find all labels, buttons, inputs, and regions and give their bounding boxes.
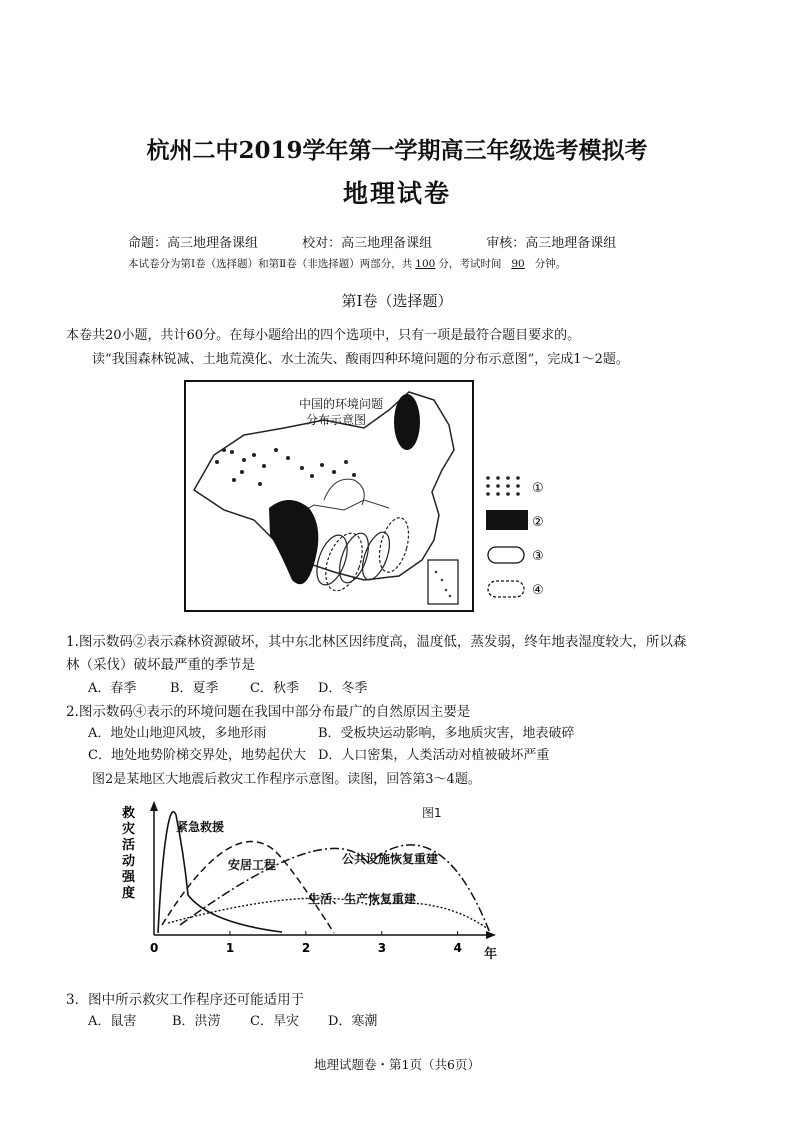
q3-option-a[interactable]: A．鼠害	[88, 1014, 137, 1029]
q2-option-c[interactable]: C．地处地势阶梯交界处，地势起伏大	[88, 748, 306, 763]
y-label-char: 动	[122, 854, 136, 869]
read-instruction-2: 图2是某地区大地震后救灾工作程序示意图。读图，回答第3～4题。	[92, 772, 481, 787]
review-credit: 审核：高三地理备课组	[486, 236, 617, 251]
map-title-line1: 中国的环境问题	[299, 397, 384, 411]
read-instruction-1: 读“我国森林锐减、土地荒漠化、水土流失、酸雨四种环境问题的分布示意图”，完成1～2题。	[92, 352, 629, 367]
series-housing-project	[162, 842, 334, 933]
chart-y-label	[121, 805, 136, 901]
exam-time: 90	[511, 258, 525, 270]
environment-map	[184, 380, 474, 612]
legend-swatch-solid	[486, 510, 528, 530]
south-sea-inset	[428, 560, 458, 604]
q3-option-d[interactable]: D．寒潮	[328, 1014, 378, 1029]
y-label-char: 活	[122, 838, 136, 853]
exam-subtitle: 地理试卷	[342, 179, 451, 208]
series-label-emergency: 紧急救援	[176, 820, 225, 834]
exam-instructions	[128, 256, 566, 271]
x-axis-arrow	[486, 931, 496, 939]
legend-label-2: ②	[532, 515, 544, 530]
legend-swatch-dashed	[488, 581, 524, 597]
series-label-public: 公共设施恢复重建	[342, 852, 439, 866]
map-title-line2: 分布示意图	[306, 413, 367, 427]
proof-credit: 校对：高三地理备课组	[302, 236, 433, 251]
instr-text-3: 分钟。	[534, 258, 567, 270]
y-label-char: 强	[122, 870, 136, 885]
x-tick-label: 3	[377, 941, 387, 955]
instr-text-1: 本试卷分为第Ⅰ卷（选择题）和第Ⅱ卷（非选择题）两部分，共	[128, 258, 413, 270]
staff-line	[128, 232, 616, 251]
legend-swatch-outline	[488, 547, 524, 563]
question-3-stem: 3．图中所示救灾工作程序还可能适用于	[66, 992, 305, 1008]
map-legend	[480, 470, 560, 600]
legend-swatch-dots	[486, 476, 520, 496]
series-label-life: 生活、生产恢复重建	[308, 892, 417, 906]
author-credit: 命题：高三地理备课组	[128, 236, 259, 251]
y-label-char: 救	[122, 806, 136, 821]
y-label-char: 度	[122, 886, 136, 901]
series-label-housing: 安居工程	[228, 858, 277, 872]
question-2-stem: 2.图示数码④表示的环境问题在我国中部分布最广的自然原因主要是	[66, 704, 471, 720]
instr-text-2: 分，考试时间	[438, 258, 502, 270]
x-axis-label: 年	[484, 947, 498, 962]
q3-option-c[interactable]: C．旱灾	[250, 1014, 299, 1029]
disaster-relief-chart	[110, 795, 510, 970]
forest-loss-area-northeast	[394, 394, 420, 450]
legend-label-4: ④	[532, 583, 544, 598]
q2-option-a[interactable]: A．地处山地迎风坡，多地形雨	[88, 726, 267, 741]
legend-label-3: ③	[532, 549, 544, 564]
chart-title: 图1	[422, 806, 442, 820]
y-label-char: 灾	[122, 822, 136, 837]
question-1-stem-line1: 1.图示数码②表示森林资源破坏，其中东北林区因纬度高，温度低，蒸发弱，终年地表湿度较大，所以森	[66, 634, 687, 650]
x-tick-label: 1	[225, 941, 235, 955]
q1-option-b[interactable]: B．夏季	[170, 681, 219, 696]
x-tick-label: 2	[301, 941, 311, 955]
section-title: 第Ⅰ卷（选择题）	[341, 292, 453, 310]
page-footer: 地理试题卷・第1页（共6页）	[314, 1057, 480, 1072]
section-intro: 本卷共20小题，共计60分。在每小题给出的四个选项中，只有一项是最符合题目要求的。	[66, 328, 581, 343]
y-axis-arrow	[150, 801, 158, 811]
legend-label-1: ①	[532, 481, 544, 496]
total-score: 100	[415, 258, 436, 270]
q1-option-a[interactable]: A．春季	[88, 681, 137, 696]
q2-option-b[interactable]: B．受板块运动影响，多地质灾害，地表破碎	[318, 726, 575, 741]
exam-title: 杭州二中2019学年第一学期高三年级选考模拟考	[146, 137, 648, 164]
question-1-stem-line2: 林（采伐）破坏最严重的季节是	[66, 657, 255, 673]
q2-option-d[interactable]: D．人口密集，人类活动对植被破坏严重	[318, 748, 550, 763]
x-tick-label: 0	[150, 941, 159, 955]
q1-option-c[interactable]: C．秋季	[250, 681, 299, 696]
q3-option-b[interactable]: B．洪涝	[172, 1014, 221, 1029]
x-tick-label: 4	[453, 941, 462, 955]
q1-option-d[interactable]: D．冬季	[318, 681, 368, 696]
